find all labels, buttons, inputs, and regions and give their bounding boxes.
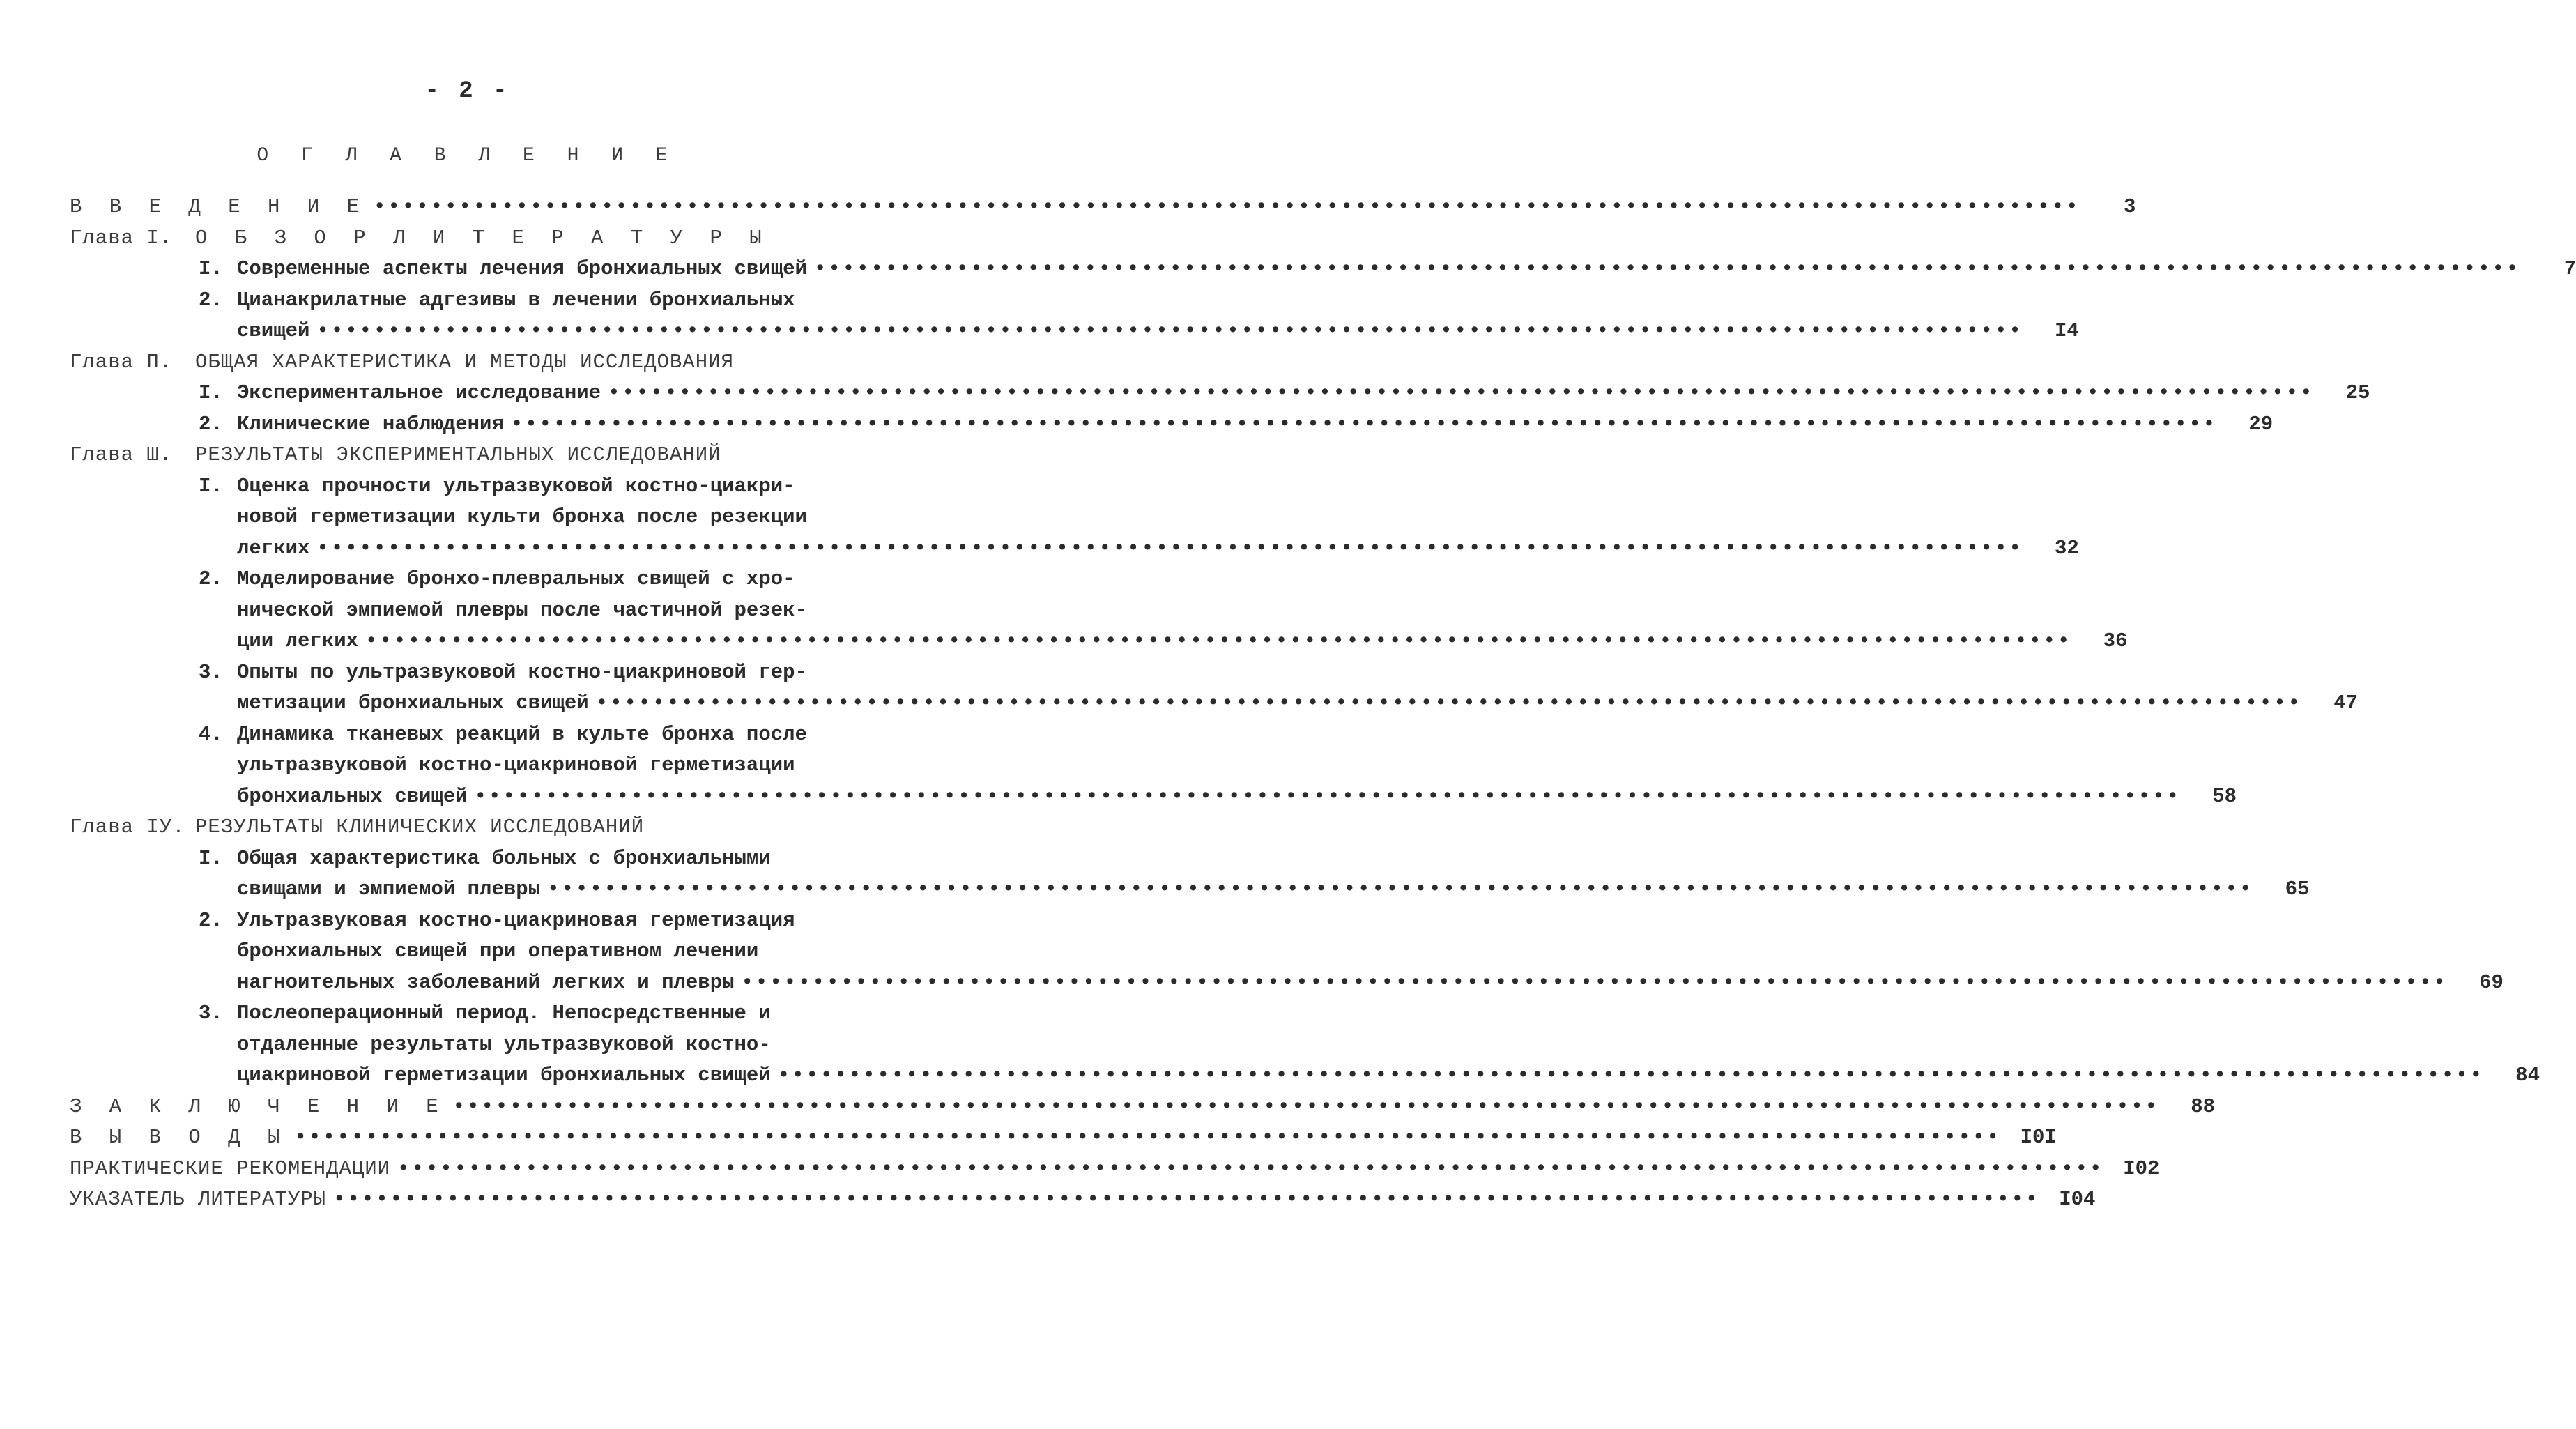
- toc-entry-findings: [70, 1126, 2057, 1157]
- section-number: 2.: [199, 567, 223, 590]
- toc-section-3-2-end: [70, 629, 2128, 661]
- dot-leader: ••••••••••••••••••••••••••••••••••••••••••••••••••••••••••••••••••••••••••••••••••••••••••••••••••••••••••••••••••••••••: [474, 784, 2181, 808]
- section-title-line: свищей: [237, 319, 310, 342]
- page-number: - 2 -: [424, 78, 510, 105]
- chapter-title: РЕЗУЛЬТАТЫ КЛИНИЧЕСКИХ ИССЛЕДОВАНИЙ: [195, 816, 645, 839]
- toc-label: В Ы В О Д Ы: [70, 1126, 288, 1149]
- section-number: 4.: [199, 722, 223, 746]
- section-title-line: легких: [237, 536, 310, 560]
- dot-leader: ••••••••••••••••••••••••••••••••••••••••••••••••••••••••••••••••••••••••••••••••••••••••••••••••••••••••••••••••••••••••: [452, 1094, 2159, 1118]
- toc-section-1-2: [70, 289, 878, 320]
- section-title-line: Общая характеристика больных с бронхиальными: [237, 846, 771, 870]
- dot-leader: ••••••••••••••••••••••••••••••••••••••••••••••••••••••••••••••••••••••••••••••••••••••••••••••••••••••••••••••••••••••••: [316, 319, 2023, 342]
- toc-chapter-3: [70, 443, 878, 475]
- toc-entry-conclusion: [70, 1094, 2215, 1126]
- table-of-contents: [70, 195, 2576, 1219]
- dot-leader: ••••••••••••••••••••••••••••••••••••••••••••••••••••••••••••••••••••••••••••••••••••••••••••••••••••••••••••••••••••••••: [510, 412, 2218, 436]
- toc-section-3-4: [70, 723, 878, 754]
- toc-page-number: 36: [2103, 629, 2128, 652]
- section-title-line: отдаленные результаты ультразвуковой костно-: [237, 1032, 771, 1056]
- toc-section-4-1-end: [70, 878, 2310, 909]
- toc-page-number: 69: [2479, 970, 2504, 994]
- dot-leader: ••••••••••••••••••••••••••••••••••••••••••••••••••••••••••••••••••••••••••••••••••••••••••••••••••••••••••••••••••••••••: [741, 970, 2448, 994]
- dot-leader: ••••••••••••••••••••••••••••••••••••••••••••••••••••••••••••••••••••••••••••••••••••••••••••••••••••••••••••••••••••••••: [333, 1188, 2040, 1211]
- dot-leader: ••••••••••••••••••••••••••••••••••••••••••••••••••••••••••••••••••••••••••••••••••••••••••••••••••••••••••••••••••••••••: [595, 691, 2303, 714]
- section-number: I.: [199, 846, 223, 870]
- page-title: О Г Л А В Л Е Н И Е: [256, 145, 678, 167]
- section-title-line: Оценка прочности ультразвуковой костно-циакри-: [237, 474, 795, 498]
- toc-page-number: 29: [2248, 412, 2274, 436]
- toc-section-3-4-end: [70, 784, 2237, 816]
- dot-leader: ••••••••••••••••••••••••••••••••••••••••••••••••••••••••••••••••••••••••••••••••••••••••••••••••••••••••••••••••••••••••: [397, 1156, 2104, 1180]
- section-number: I.: [199, 257, 223, 280]
- section-number: 2.: [199, 412, 223, 436]
- section-title-line: ции легких: [237, 629, 359, 652]
- toc-page-number: I02: [2123, 1156, 2160, 1180]
- chapter-label: Глава I.: [70, 226, 173, 250]
- dot-leader: ••••••••••••••••••••••••••••••••••••••••••••••••••••••••••••••••••••••••••••••••••••••••••••••••••••••••••••••••••••••••: [608, 381, 2315, 404]
- toc-section-4-2-cont: [70, 940, 878, 971]
- toc-entry-recommendations: [70, 1156, 2160, 1189]
- chapter-label: Глава Ш.: [70, 443, 173, 466]
- toc-section-3-4-cont: [70, 754, 878, 785]
- toc-page-number: 84: [2515, 1064, 2540, 1087]
- toc-page-number: 7: [2563, 257, 2576, 280]
- section-title-line: Послеоперационный период. Непосредственные и: [237, 1002, 771, 1025]
- section-title-line: нической эмпиемой плевры после частичной резек-: [237, 598, 807, 622]
- toc-page-number: I0I: [2020, 1126, 2057, 1149]
- toc-entry-references: [70, 1188, 2096, 1219]
- dot-leader: ••••••••••••••••••••••••••••••••••••••••••••••••••••••••••••••••••••••••••••••••••••••••••••••••••••••••••••••••••••••••: [547, 878, 2254, 901]
- section-title-line: бронхиальных свищей: [237, 784, 468, 808]
- section-number: I.: [199, 381, 223, 404]
- toc-section-3-1-end: [70, 536, 2079, 568]
- toc-page-number: 3: [2123, 195, 2136, 218]
- dot-leader: ••••••••••••••••••••••••••••••••••••••••••••••••••••••••••••••••••••••••••••••••••••••••••••••••••••••••••••••••••••••••: [813, 257, 2521, 280]
- dot-leader: ••••••••••••••••••••••••••••••••••••••••••••••••••••••••••••••••••••••••••••••••••••••••••••••••••••••••••••••••••••••••: [365, 629, 2072, 652]
- toc-page-number: 65: [2285, 878, 2310, 901]
- toc-entry-intro: [70, 195, 2136, 227]
- toc-page-number: 47: [2333, 691, 2359, 714]
- toc-label: В В Е Д Е Н И Е: [70, 195, 367, 218]
- toc-section-1-1: [70, 257, 2576, 289]
- toc-page-number: 32: [2054, 536, 2079, 560]
- toc-section-1-2-cont: [70, 319, 2079, 351]
- toc-chapter-2: [70, 351, 878, 382]
- toc-section-4-1: [70, 847, 878, 878]
- toc-label: ПРАКТИЧЕСКИЕ РЕКОМЕНДАЦИИ: [70, 1156, 391, 1180]
- section-title: Экспериментальное исследование: [237, 381, 601, 404]
- section-number: 2.: [199, 288, 223, 312]
- toc-section-3-3: [70, 661, 878, 692]
- toc-page-number: 25: [2345, 381, 2370, 404]
- section-title: Современные аспекты лечения бронхиальных свищей: [237, 257, 807, 280]
- section-number: 3.: [199, 1002, 223, 1025]
- toc-section-3-2-cont: [70, 599, 878, 630]
- toc-section-4-2-end: [70, 970, 2504, 1002]
- section-title: Клинические наблюдения: [237, 412, 504, 436]
- chapter-title: О Б З О Р Л И Т Е Р А Т У Р Ы: [195, 226, 769, 250]
- toc-section-3-1-cont: [70, 505, 878, 537]
- toc-section-2-2: [70, 412, 2274, 444]
- toc-label: З А К Л Ю Ч Е Н И Е: [70, 1094, 446, 1118]
- section-title-line: нагноительных заболеваний легких и плевры: [237, 970, 735, 994]
- toc-page-number: I04: [2059, 1188, 2096, 1211]
- toc-section-4-2: [70, 909, 878, 940]
- section-title-line: новой герметизации культи бронха после резекции: [237, 505, 807, 528]
- section-title-line: метизации бронхиальных свищей: [237, 691, 589, 714]
- section-title-line: ультразвуковой костно-циакриновой герметизации: [237, 754, 795, 777]
- section-title-line: Динамика тканевых реакций в культе бронха после: [237, 722, 807, 746]
- toc-section-3-1: [70, 475, 878, 506]
- dot-leader: ••••••••••••••••••••••••••••••••••••••••••••••••••••••••••••••••••••••••••••••••••••••••••••••••••••••••••••••••••••••••: [294, 1126, 2001, 1149]
- toc-section-4-3: [70, 1002, 878, 1033]
- toc-page-number: I4: [2054, 319, 2079, 342]
- toc-section-3-2: [70, 567, 878, 599]
- toc-section-4-3-cont: [70, 1033, 878, 1064]
- section-title-line: бронхиальных свищей при оперативном лечении: [237, 940, 759, 963]
- section-title-line: Ультразвуковая костно-циакриновая герметизация: [237, 908, 795, 932]
- section-number: 2.: [199, 908, 223, 932]
- toc-chapter-1: [70, 227, 878, 258]
- toc-section-3-3-end: [70, 691, 2359, 723]
- chapter-label: Глава П.: [70, 350, 173, 374]
- toc-page-number: 88: [2191, 1094, 2215, 1118]
- dot-leader: ••••••••••••••••••••••••••••••••••••••••••••••••••••••••••••••••••••••••••••••••••••••••••••••••••••••••••••••••••••••••: [374, 195, 2080, 218]
- toc-section-4-3-end: [70, 1064, 2540, 1095]
- section-number: I.: [199, 474, 223, 498]
- section-title-line: циакриновой герметизации бронхиальных свищей: [237, 1064, 771, 1087]
- toc-label: УКАЗАТЕЛЬ ЛИТЕРАТУРЫ: [70, 1188, 327, 1211]
- dot-leader: ••••••••••••••••••••••••••••••••••••••••••••••••••••••••••••••••••••••••••••••••••••••••••••••••••••••••••••••••••••••••: [777, 1064, 2485, 1087]
- section-title-line: Цианакрилатные адгезивы в лечении бронхиальных: [237, 288, 795, 312]
- section-number: 3.: [199, 660, 223, 684]
- chapter-title: РЕЗУЛЬТАТЫ ЭКСПЕРИМЕНТАЛЬНЫХ ИССЛЕДОВАНИЙ: [195, 443, 721, 466]
- section-title-line: свищами и эмпиемой плевры: [237, 878, 541, 901]
- dot-leader: ••••••••••••••••••••••••••••••••••••••••••••••••••••••••••••••••••••••••••••••••••••••••••••••••••••••••••••••••••••••••: [316, 536, 2023, 560]
- chapter-label: Глава IУ.: [70, 816, 185, 839]
- section-title-line: Моделирование бронхо-плевральных свищей с хро-: [237, 567, 795, 590]
- section-title-line: Опыты по ультразвуковой костно-циакриновой гер-: [237, 660, 807, 684]
- toc-section-2-1: [70, 381, 2370, 413]
- toc-page-number: 58: [2212, 784, 2237, 808]
- toc-chapter-4: [70, 816, 878, 847]
- chapter-title: ОБЩАЯ ХАРАКТЕРИСТИКА И МЕТОДЫ ИССЛЕДОВАНИЯ: [195, 350, 734, 374]
